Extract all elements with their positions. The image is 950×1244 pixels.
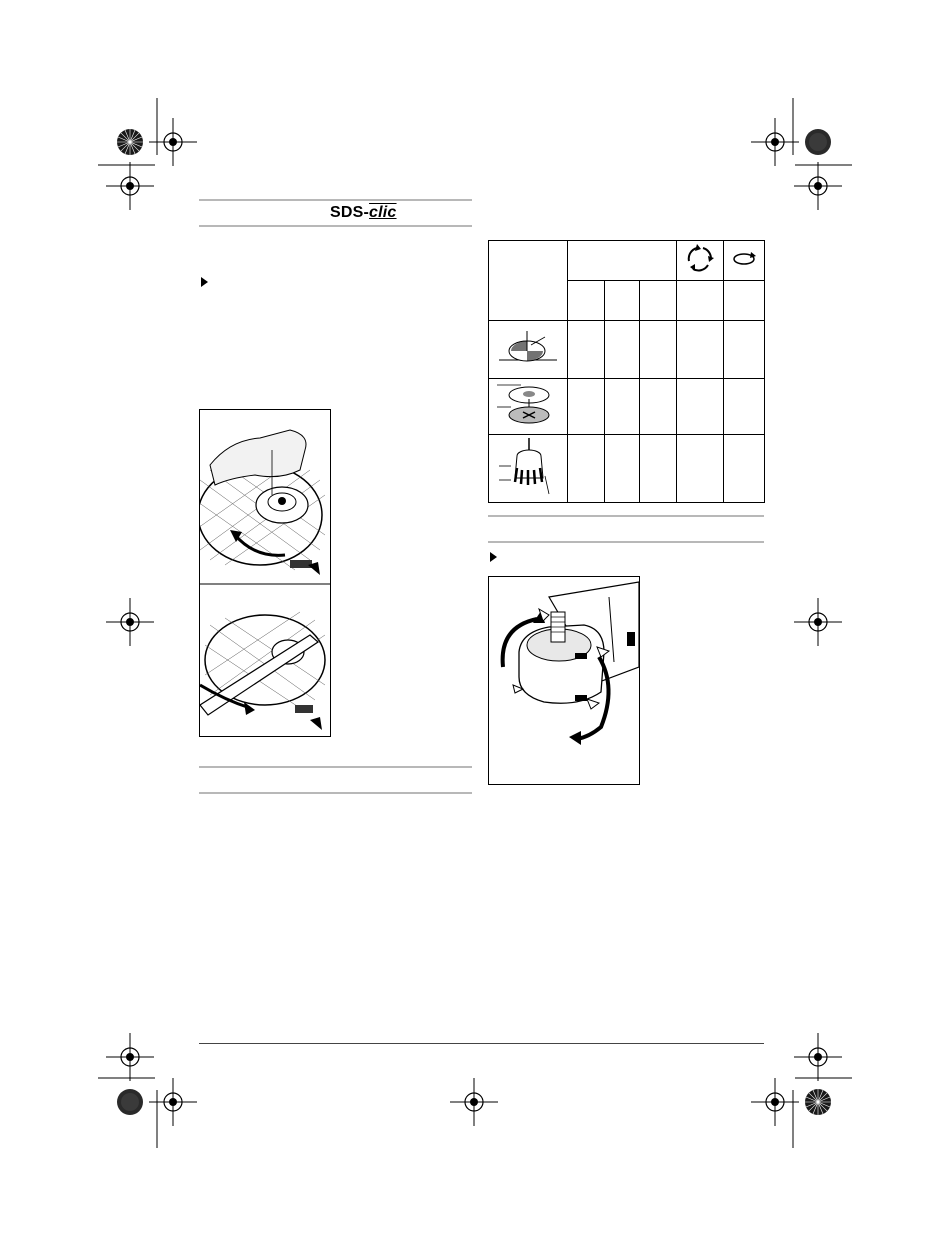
table-icon-cell (489, 321, 568, 379)
registration-cross-icon (106, 598, 154, 646)
registration-sunburst-icon (117, 1089, 143, 1115)
footer-rule (199, 1043, 764, 1044)
registration-cross-icon (450, 1078, 498, 1126)
registration-cross-icon (149, 118, 197, 166)
table-header-group-cell (568, 241, 677, 281)
table-header-cell (724, 241, 765, 281)
table-row (489, 321, 765, 379)
table-icon-cell (489, 435, 568, 503)
section-rule (488, 541, 764, 543)
table-icon-cell (489, 379, 568, 435)
accessories-table (488, 240, 765, 503)
registration-cross-icon (149, 1078, 197, 1126)
table-header-cell (677, 241, 724, 281)
cup-brush-icon (497, 436, 559, 496)
registration-sunburst-icon (805, 1089, 831, 1115)
registration-cross-icon (751, 1078, 799, 1126)
loop-arrow-icon (731, 250, 757, 266)
section-rule (199, 766, 472, 768)
table-row (489, 435, 765, 503)
section-rule (199, 225, 472, 227)
table-header-cell (568, 281, 605, 321)
bullet-arrow-icon (201, 277, 208, 287)
registration-sunburst-icon (805, 129, 831, 155)
cutting-disc-flange-icon (497, 379, 559, 429)
sds-clic-logo (330, 204, 397, 222)
registration-cross-icon (106, 1033, 154, 1081)
table-corner-cell (489, 241, 568, 321)
registration-cross-icon (751, 118, 799, 166)
table-header-cell (640, 281, 677, 321)
registration-sunburst-icon (117, 129, 143, 155)
figure-gear-head-rotation (488, 576, 640, 785)
table-header-cell (605, 281, 640, 321)
bullet-arrow-icon (490, 552, 497, 562)
registration-cross-icon (794, 162, 842, 210)
figure-disc-mounting (199, 409, 331, 737)
logo-suffix: clic (369, 204, 397, 221)
table-header-cell (677, 281, 724, 321)
spanner-tighten-disc-illustration (200, 612, 325, 730)
table-header-cell (724, 281, 765, 321)
section-rule (199, 792, 472, 794)
section-rule (488, 515, 764, 517)
grinding-disc-icon (497, 327, 559, 367)
section-rule (199, 199, 472, 201)
registration-cross-icon (794, 598, 842, 646)
registration-cross-icon (794, 1033, 842, 1081)
logo-prefix: SDS- (330, 204, 370, 221)
table-row (489, 379, 765, 435)
hand-mount-disc-illustration (200, 430, 330, 584)
registration-cross-icon (106, 162, 154, 210)
rotation-circle-icon (683, 243, 717, 273)
